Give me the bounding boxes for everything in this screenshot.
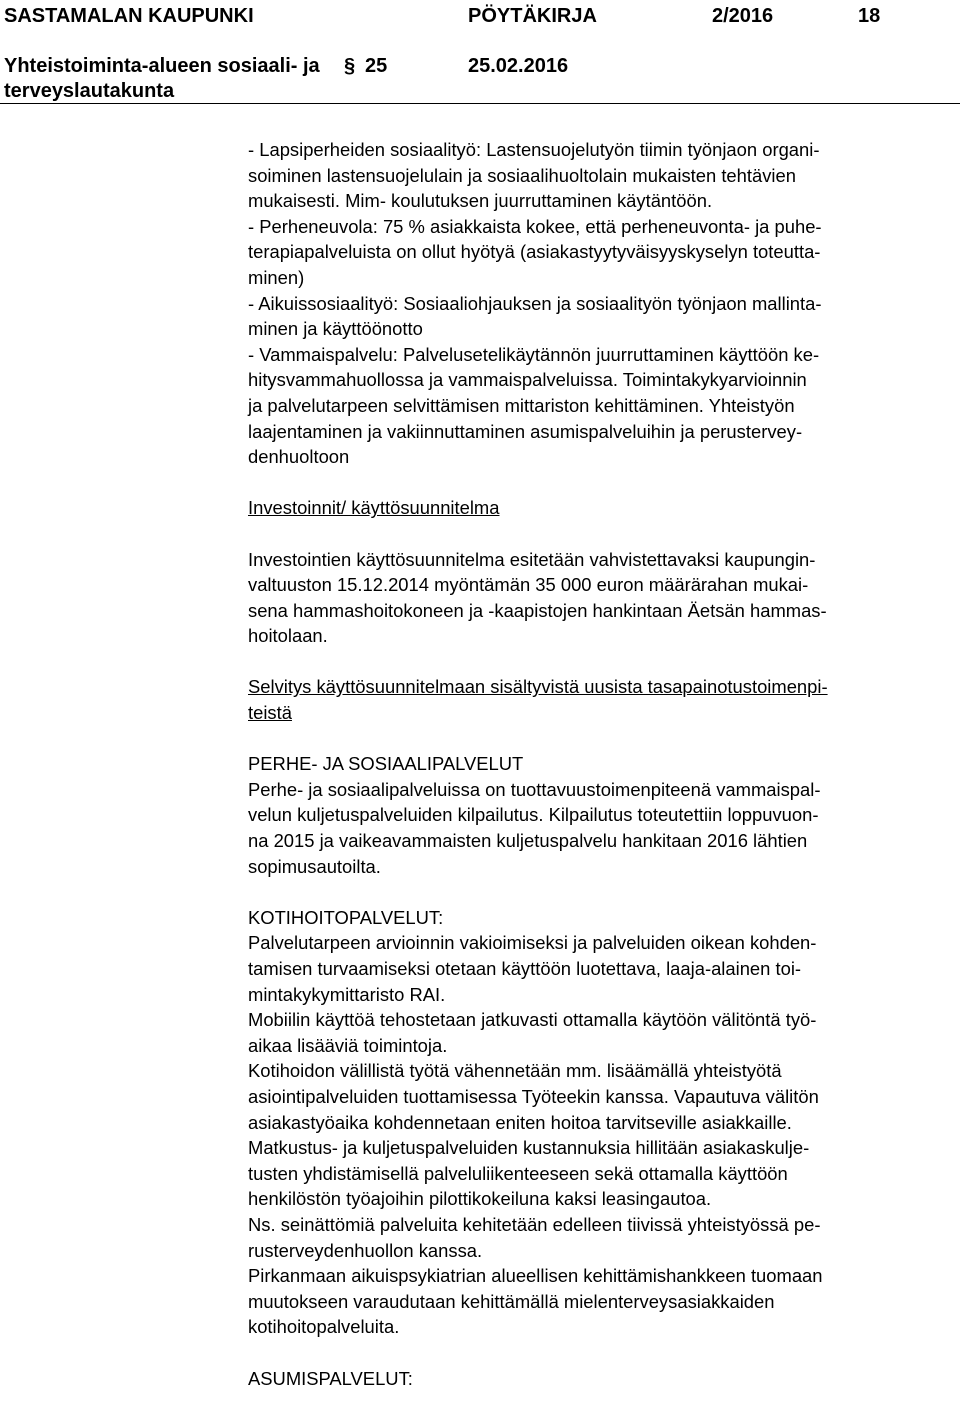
text-line: hitysvammahuollossa ja vammaispalveluissa. Toimintakykyarvioinnin [248, 369, 807, 391]
text-line: rusterveydenhuollon kanssa. [248, 1239, 483, 1261]
intro-paragraph [248, 137, 956, 470]
text-line: Kotihoidon välillistä työtä vähennetään mm. lisäämällä yhteistyötä [248, 1060, 782, 1082]
investment-heading: Investoinnit/ käyttösuunnitelma [248, 497, 500, 519]
header-divider [0, 103, 960, 104]
text-line: laajentaminen ja vakiinnuttaminen asumispalveluihin ja perustervey- [248, 420, 803, 442]
text-line: Investointien käyttösuunnitelma esitetään vahvistettavaksi kaupungin- [248, 548, 816, 570]
text-line: Perhe- ja sosiaalipalveluissa on tuottavuustoimenpiteenä vammaispal- [248, 778, 821, 800]
text-line: kotihoitopalveluita. [248, 1316, 400, 1338]
text-line: tusten yhdistämisellä palveluliikenteeseen sekä ottamalla käyttöön [248, 1162, 788, 1184]
text-line: sena hammashoitokoneen ja -kaapistojen hankintaan Äetsän hammas- [248, 599, 827, 621]
homecare-paragraph [248, 930, 956, 1340]
text-line: - Aikuissosiaalityö: Sosiaaliohjauksen ja sosiaalityön työnjaon mallinta- [248, 292, 822, 314]
text-line: tamisen turvaamiseksi otetaan käyttöön luotettava, laaja-alainen toi- [248, 958, 802, 979]
text-line: na 2015 ja vaikeavammaisten kuljetuspalvelu hankitaan 2016 lähtien [248, 830, 808, 852]
section-number: 25 [365, 55, 388, 77]
organization-name: SASTAMALAN KAUPUNKI [4, 5, 254, 27]
text-line: henkilöstön työajoihin pilottikokeiluna kaksi leasingautoa. [248, 1188, 712, 1210]
text-line: - Vammaispalvelu: Palvelusetelikäytännön juurruttaminen käyttöön ke- [248, 343, 820, 365]
text-line: - Lapsiperheiden sosiaalityö: Lastensuojelutyön tiimin työnjaon organi- [248, 139, 820, 160]
text-line: valtuuston 15.12.2014 myöntämän 35 000 euron määrärahan mukai- [248, 574, 809, 596]
text-line: asiakastyöaika kohdennetaan eniten hoitoa tarvitseville asiakkaille. [248, 1111, 792, 1133]
heading-line: teistä [248, 702, 292, 724]
text-line: muutokseen varaudutaan kehittämällä mielenterveysasiakkaiden [248, 1290, 775, 1312]
text-line: mukaisesti. Mim- koulutuksen juurruttaminen käytäntöön. [248, 190, 713, 212]
heading-line: Selvitys käyttösuunnitelmaan sisältyvistä uusista tasapainotustoimenpi- [248, 676, 828, 698]
text-line: hoitolaan. [248, 625, 328, 647]
page-number: 18 [858, 5, 881, 27]
text-line: terapiapalveluista on ollut hyötyä (asiakastyytyväisyyskyselyn toteutta- [248, 241, 821, 263]
text-line: ja palvelutarpeen selvittämisen mittariston kehittäminen. Yhteistyön [248, 394, 795, 416]
text-line: Palvelutarpeen arvioinnin vakioimiseksi ja palveluiden oikean kohden- [248, 932, 817, 954]
text-line: aikaa lisääviä toimintoja. [248, 1034, 448, 1056]
text-line: sopimusautoilta. [248, 855, 381, 877]
text-line: Matkustus- ja kuljetuspalveluiden kustannuksia hillitään asiakaskulje- [248, 1137, 810, 1159]
family-services-heading: PERHE- JA SOSIAALIPALVELUT [248, 753, 524, 775]
family-services-paragraph [248, 777, 956, 879]
text-line: denhuoltoon [248, 446, 350, 468]
investment-paragraph [248, 547, 956, 649]
document-type: PÖYTÄKIRJA [468, 5, 597, 27]
text-line: asiointipalveluiden tuottamisessa Työteekin kanssa. Vapautuva välitön [248, 1085, 819, 1107]
text-line: Pirkanmaan aikuispsykiatrian alueellisen kehittämishankkeen tuomaan [248, 1265, 823, 1287]
text-line: minen ja käyttöönotto [248, 318, 423, 340]
board-name-line-1: Yhteistoiminta-alueen sosiaali- ja [4, 55, 320, 77]
housing-services-heading: ASUMISPALVELUT: [248, 1367, 413, 1389]
report-heading [248, 674, 956, 725]
board-name-line-2: terveyslautakunta [4, 80, 175, 102]
text-line: soiminen lastensuojelulain ja sosiaalihuoltolain mukaisten tehtävien [248, 164, 796, 186]
text-line: Mobiilin käyttöä tehostetaan jatkuvasti ottamalla käytöön välitöntä työ- [248, 1009, 817, 1031]
meeting-date: 25.02.2016 [468, 55, 569, 77]
text-line: minen) [248, 266, 305, 288]
text-line: Ns. seinättömiä palveluita kehitetään edelleen tiivissä yhteistyössä pe- [248, 1213, 821, 1235]
section-sign: § [344, 55, 356, 77]
text-line: mintakykymittaristo RAI. [248, 983, 446, 1005]
text-line: velun kuljetuspalveluiden kilpailutus. Kilpailutus toteutettiin loppuvuon- [248, 804, 819, 826]
homecare-heading: KOTIHOITOPALVELUT: [248, 906, 444, 928]
document-number: 2/2016 [712, 5, 774, 27]
document-body [248, 137, 956, 1391]
text-line: - Perheneuvola: 75 % asiakkaista kokee, että perheneuvonta- ja puhe- [248, 215, 822, 237]
